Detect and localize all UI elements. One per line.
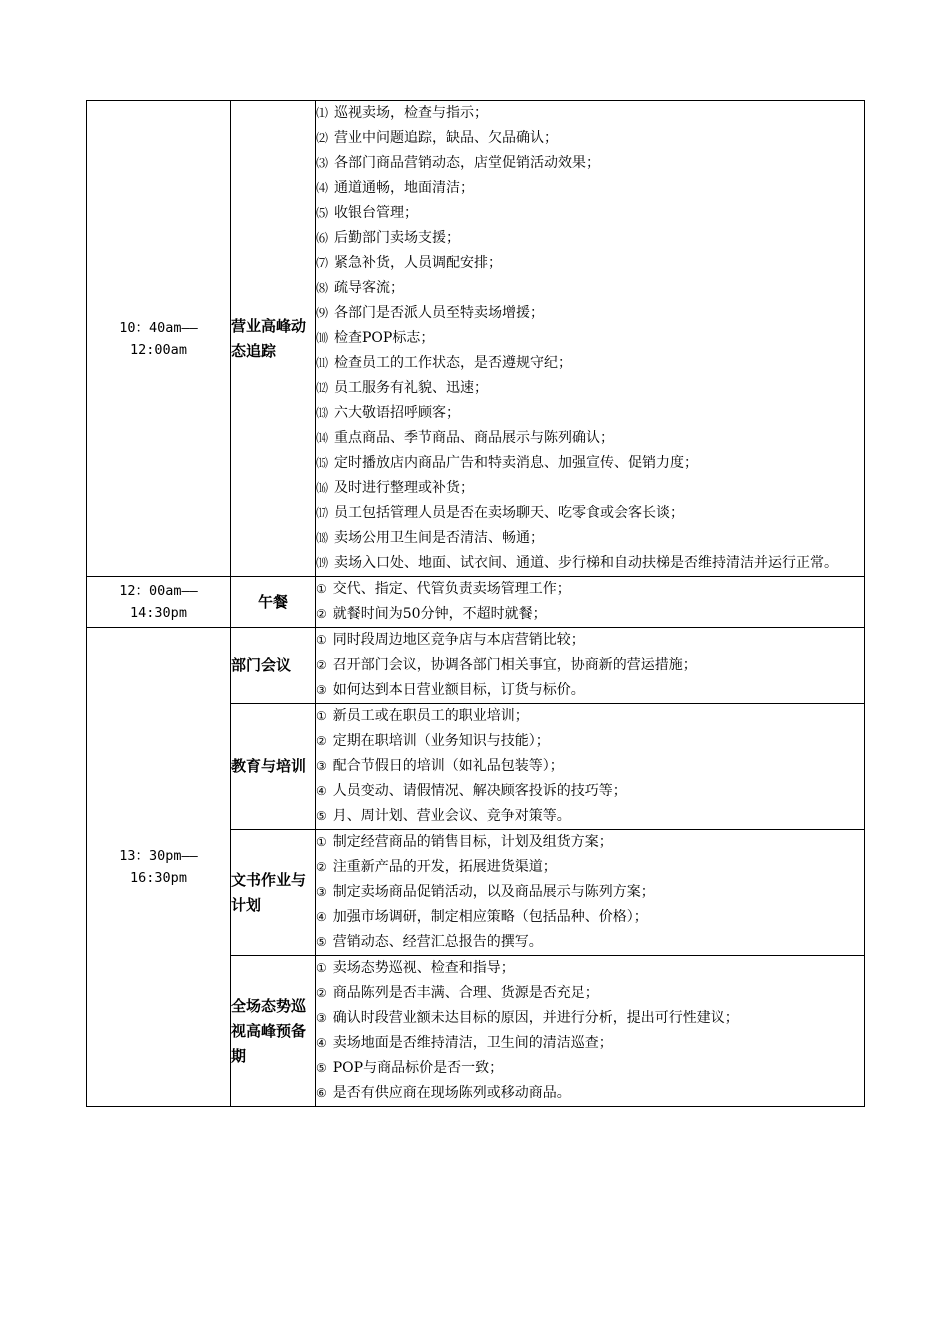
list-item <box>316 326 864 351</box>
item-text: 疏导客流； <box>334 280 405 296</box>
list-item <box>316 577 864 602</box>
list-item <box>316 276 864 301</box>
list-item <box>316 779 864 804</box>
item-number: ① <box>316 709 327 723</box>
task-name: 文书作业与计划 <box>231 830 316 956</box>
item-text: 员工包括管理人员是否在卖场聊天、吃零食或会客长谈； <box>334 505 685 521</box>
item-text: 卖场态势巡视、检查和指导； <box>332 960 515 976</box>
task-details <box>316 704 865 830</box>
item-number: ⑾ <box>316 356 329 370</box>
task-details <box>316 830 865 956</box>
item-text: 巡视卖场，检查与指示； <box>334 105 489 121</box>
item-text: 检查POP标志； <box>334 330 435 346</box>
item-number: ③ <box>316 1011 327 1025</box>
item-text: 新员工或在职员工的职业培训； <box>332 708 529 724</box>
item-text: 召开部门会议，协调各部门相关事宜，协商新的营运措施； <box>332 657 697 673</box>
list-item <box>316 956 864 981</box>
item-number: ④ <box>316 910 327 924</box>
table-row <box>87 628 865 704</box>
task-details <box>316 628 865 704</box>
item-text: 及时进行整理或补货； <box>334 480 475 496</box>
item-number: ⒂ <box>316 456 329 470</box>
item-number: ⑤ <box>316 809 327 823</box>
item-number: ② <box>316 986 327 1000</box>
item-number: ⒁ <box>316 431 329 445</box>
task-name: 教育与培训 <box>231 704 316 830</box>
list-item <box>316 729 864 754</box>
item-text: 制定经营商品的销售目标，计划及组货方案； <box>332 834 613 850</box>
item-number: ① <box>316 582 327 596</box>
task-name: 全场态势巡视高峰预备期 <box>231 956 316 1107</box>
list-item <box>316 351 864 376</box>
item-number: ⒆ <box>316 556 329 570</box>
list-item <box>316 101 864 126</box>
item-text: 紧急补货，人员调配安排； <box>334 255 503 271</box>
list-item <box>316 151 864 176</box>
item-number: ① <box>316 633 327 647</box>
task-name: 午餐 <box>231 577 316 628</box>
list-item <box>316 905 864 930</box>
time-cell <box>87 101 231 577</box>
time-cell <box>87 628 231 1107</box>
item-text: 员工服务有礼貌、迅速； <box>334 380 489 396</box>
item-number: ⑼ <box>316 306 329 320</box>
item-text: 通道通畅，地面清洁； <box>334 180 475 196</box>
item-number: ② <box>316 607 327 621</box>
item-number: ⒃ <box>316 481 329 495</box>
list-item <box>316 830 864 855</box>
table-row <box>87 101 865 577</box>
item-number: ⑴ <box>316 106 329 120</box>
list-item <box>316 880 864 905</box>
item-text: 注重新产品的开发，拓展进货渠道； <box>332 859 557 875</box>
item-number: ② <box>316 658 327 672</box>
item-number: ⑷ <box>316 181 329 195</box>
item-number: ③ <box>316 885 327 899</box>
item-text: 确认时段营业额未达目标的原因，并进行分析，提出可行性建议； <box>332 1010 739 1026</box>
item-number: ⑸ <box>316 206 329 220</box>
item-number: ⑶ <box>316 156 329 170</box>
list-item <box>316 1056 864 1081</box>
item-text: 定期在职培训（业务知识与技能）； <box>332 733 550 749</box>
list-item <box>316 602 864 627</box>
item-text: 是否有供应商在现场陈列或移动商品。 <box>332 1085 571 1101</box>
list-item <box>316 301 864 326</box>
list-item <box>316 226 864 251</box>
list-item <box>316 551 864 576</box>
list-item <box>316 981 864 1006</box>
task-details <box>316 101 865 577</box>
item-text: 商品陈列是否丰满、合理、货源是否充足； <box>332 985 599 1001</box>
item-text: 营销动态、经营汇总报告的撰写。 <box>332 934 543 950</box>
time-end: 14:30pm <box>130 605 187 621</box>
item-number: ⑿ <box>316 381 329 395</box>
schedule-table <box>86 100 865 1107</box>
time-end: 12:00am <box>130 341 187 358</box>
list-item <box>316 855 864 880</box>
list-item <box>316 526 864 551</box>
list-item <box>316 401 864 426</box>
item-text: 后勤部门卖场支援； <box>334 230 461 246</box>
time-cell <box>87 577 231 628</box>
list-item <box>316 1006 864 1031</box>
time-start: 10：40am—— <box>119 319 198 336</box>
item-number: ① <box>316 961 327 975</box>
table-row <box>87 577 865 628</box>
item-number: ⑵ <box>316 131 329 145</box>
item-number: ② <box>316 734 327 748</box>
schedule-body <box>87 101 865 1107</box>
time-start: 13：30pm—— <box>119 848 198 864</box>
list-item <box>316 628 864 653</box>
item-number: ② <box>316 860 327 874</box>
item-number: ⑺ <box>316 256 329 270</box>
list-item <box>316 251 864 276</box>
item-number: ① <box>316 835 327 849</box>
item-text: 重点商品、季节商品、商品展示与陈列确认； <box>334 430 615 446</box>
item-number: ④ <box>316 784 327 798</box>
list-item <box>316 1031 864 1056</box>
item-number: ⒅ <box>316 531 329 545</box>
item-text: 如何达到本日营业额目标，订货与标价。 <box>332 682 585 698</box>
item-text: 检查员工的工作状态，是否遵规守纪； <box>334 355 573 371</box>
item-text: 营业中问题追踪，缺品、欠品确认； <box>334 130 559 146</box>
list-item <box>316 501 864 526</box>
item-text: 卖场入口处、地面、试衣间、通道、步行梯和自动扶梯是否维持清洁并运行正常。 <box>334 555 839 571</box>
list-item <box>316 754 864 779</box>
item-number: ⑻ <box>316 281 329 295</box>
item-text: 卖场地面是否维持清洁，卫生间的清洁巡查； <box>332 1035 613 1051</box>
item-text: 月、周计划、营业会议、竞争对策等。 <box>332 808 571 824</box>
list-item <box>316 451 864 476</box>
task-name: 部门会议 <box>231 628 316 704</box>
task-details <box>316 577 865 628</box>
task-name: 营业高峰动态追踪 <box>231 101 316 577</box>
item-number: ⑤ <box>316 1061 327 1075</box>
item-number: ③ <box>316 683 327 697</box>
item-text: 定时播放店内商品广告和特卖消息、加强宣传、促销力度； <box>334 455 699 471</box>
list-item <box>316 201 864 226</box>
item-text: 收银台管理； <box>334 205 419 221</box>
item-text: 加强市场调研，制定相应策略（包括品种、价格）； <box>332 909 648 925</box>
item-number: ⑤ <box>316 935 327 949</box>
item-number: ⒄ <box>316 506 329 520</box>
list-item <box>316 704 864 729</box>
item-text: 各部门商品营销动态，店堂促销活动效果； <box>334 155 601 171</box>
item-text: POP与商品标价是否一致； <box>332 1060 504 1076</box>
item-text: 就餐时间为50分钟，不超时就餐； <box>332 606 547 622</box>
list-item <box>316 126 864 151</box>
list-item <box>316 476 864 501</box>
item-text: 制定卖场商品促销活动，以及商品展示与陈列方案； <box>332 884 655 900</box>
item-number: ④ <box>316 1036 327 1050</box>
list-item <box>316 1081 864 1106</box>
list-item <box>316 376 864 401</box>
list-item <box>316 176 864 201</box>
item-text: 配合节假日的培训（如礼品包装等）； <box>332 758 564 774</box>
time-end: 16:30pm <box>130 870 187 886</box>
task-details <box>316 956 865 1107</box>
list-item <box>316 426 864 451</box>
list-item <box>316 653 864 678</box>
item-text: 人员变动、请假情况、解决顾客投诉的技巧等； <box>332 783 627 799</box>
list-item <box>316 804 864 829</box>
item-number: ⑥ <box>316 1086 327 1100</box>
item-text: 六大敬语招呼顾客； <box>334 405 461 421</box>
item-number: ⒀ <box>316 406 329 420</box>
item-text: 卖场公用卫生间是否清洁、畅通； <box>334 530 545 546</box>
list-item <box>316 678 864 703</box>
item-number: ③ <box>316 759 327 773</box>
item-number: ⑹ <box>316 231 329 245</box>
item-text: 各部门是否派人员至特卖场增援； <box>334 305 545 321</box>
time-start: 12：00am—— <box>119 583 198 599</box>
list-item <box>316 930 864 955</box>
item-number: ⑽ <box>316 331 329 345</box>
item-text: 交代、指定、代管负责卖场管理工作； <box>332 581 571 597</box>
item-text: 同时段周边地区竞争店与本店营销比较； <box>332 632 585 648</box>
